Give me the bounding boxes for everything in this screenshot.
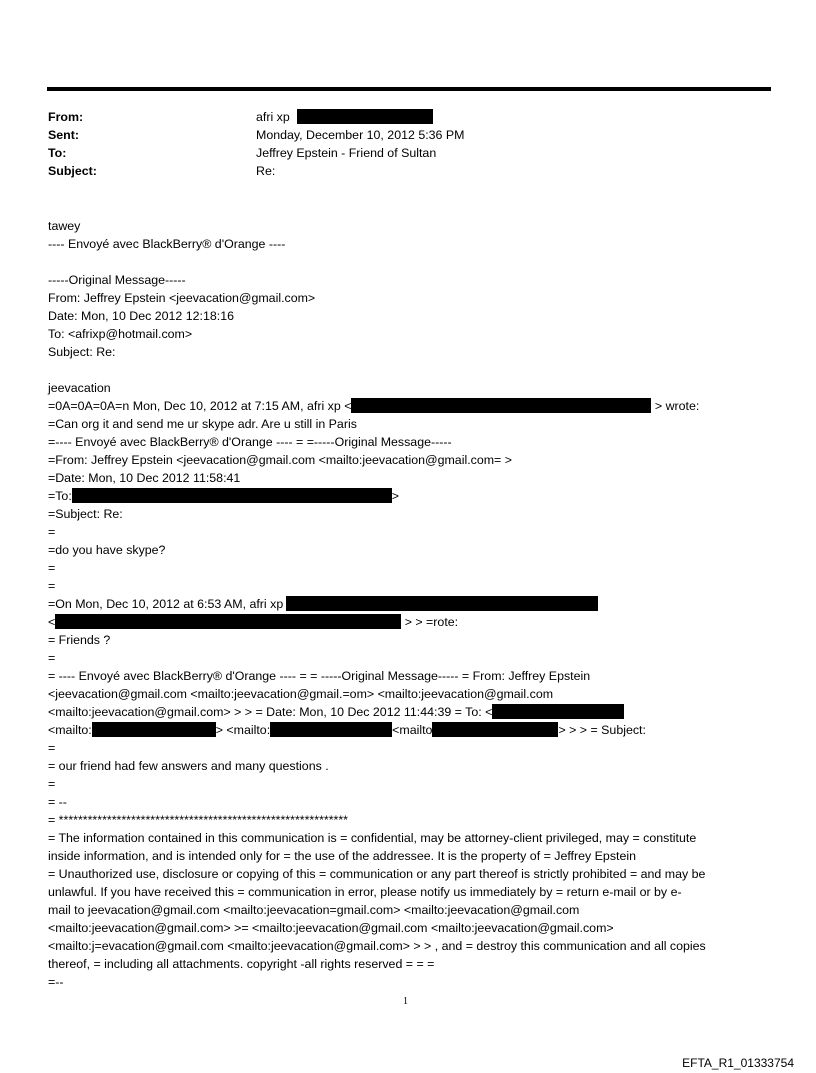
body-line: Date: Mon, 10 Dec 2012 12:18:16 [48, 309, 234, 323]
body-line: =Date: Mon, 10 Dec 2012 11:58:41 [48, 471, 241, 485]
body-line: = [48, 741, 56, 755]
body-text: > > =rote: [404, 615, 459, 629]
redaction-box [351, 398, 651, 413]
redaction-box [492, 704, 624, 719]
body-line: thereof, = including all attachments. copyright -all rights reserved = = = [48, 957, 435, 971]
body-line: tawey [48, 219, 81, 233]
body-line: = ************************************************************ [48, 813, 348, 827]
to-value: Jeffrey Epstein - Friend of Sultan [256, 146, 437, 160]
page-number: 1 [403, 996, 408, 1007]
sent-label: Sent: [48, 128, 79, 142]
body-line: From: Jeffrey Epstein <jeevacation@gmail.com> [48, 291, 316, 305]
body-text: <mailto: [48, 723, 92, 737]
body-line: <mailto:jeevacation@gmail.com> >= <mailto:jeevacation@gmail.com <mailto:jeevacation@gmail.com> [48, 921, 614, 935]
body-text: < [48, 615, 56, 629]
body-line [48, 397, 778, 415]
body-line: =do you have skype? [48, 543, 166, 557]
body-line: = Unauthorized use, disclosure or copying of this = communication or any part thereof is strictly prohibited = and may be [48, 867, 706, 881]
body-line: = [48, 525, 56, 539]
redaction-box [92, 722, 216, 737]
from-name: afri xp [256, 110, 290, 124]
body-line: =Subject: Re: [48, 507, 123, 521]
body-line: = [48, 651, 56, 665]
body-line: =Can org it and send me ur skype adr. Are u still in Paris [48, 417, 357, 431]
blank-line [48, 361, 778, 379]
body-line [48, 721, 778, 739]
subject-label: Subject: [48, 164, 97, 178]
redaction-box [286, 596, 598, 611]
from-value [256, 108, 433, 126]
body-line: Subject: Re: [48, 345, 116, 359]
header-rule [47, 87, 771, 91]
email-body [48, 217, 778, 991]
body-text: =To: [48, 489, 72, 503]
redaction-box [297, 109, 433, 124]
redaction-box [72, 488, 392, 503]
body-line: unlawful. If you have received this = communication in error, please notify us immediately by = return e-mail or by e- [48, 885, 682, 899]
body-line [48, 487, 778, 505]
body-line: = The information contained in this communication is = confidential, may be attorney-client privileged, may = constitute [48, 831, 697, 845]
sent-value: Monday, December 10, 2012 5:36 PM [256, 128, 465, 142]
redaction-box [270, 722, 392, 737]
body-line: -----Original Message----- [48, 273, 186, 287]
blank-line [48, 253, 778, 271]
body-line: inside information, and is intended only for = the use of the addressee. It is the property of = Jeffrey Epstein [48, 849, 636, 863]
redaction-box [55, 614, 401, 629]
body-text: > > > = Subject: [558, 723, 646, 737]
body-line: jeevacation [48, 381, 111, 395]
body-line: <mailto:j=evacation@gmail.com <mailto:jeevacation@gmail.com> > > , and = destroy this communication and all copies [48, 939, 706, 953]
body-line [48, 703, 778, 721]
body-line [48, 595, 778, 613]
body-text: =On Mon, Dec 10, 2012 at 6:53 AM, afri xp [48, 597, 284, 611]
body-line: =From: Jeffrey Epstein <jeevacation@gmail.com <mailto:jeevacation@gmail.com= > [48, 453, 512, 467]
body-text: > <mailto: [215, 723, 271, 737]
bates-number: EFTA_R1_01333754 [682, 1056, 794, 1070]
body-text: =0A=0A=0A=n Mon, Dec 10, 2012 at 7:15 AM, afri xp < [48, 399, 352, 413]
body-line: ---- Envoyé avec BlackBerry® d'Orange ---- [48, 237, 286, 251]
redaction-box [432, 722, 558, 737]
body-line [48, 613, 778, 631]
subject-value: Re: [256, 164, 276, 178]
body-line: To: <afrixp@hotmail.com> [48, 327, 193, 341]
body-line: = [48, 561, 56, 575]
body-line: = [48, 777, 56, 791]
body-line: mail to jeevacation@gmail.com <mailto:jeevacation=gmail.com> <mailto:jeevacation@gmail.com [48, 903, 580, 917]
body-text: > wrote: [654, 399, 700, 413]
body-line: =---- Envoyé avec BlackBerry® d'Orange ---- = =-----Original Message----- [48, 435, 452, 449]
body-text: <mailto [392, 723, 433, 737]
body-line: <jeevacation@gmail.com <mailto:jeevacation@gmail.=om> <mailto:jeevacation@gmail.com [48, 687, 554, 701]
to-label: To: [48, 146, 67, 160]
body-line: = [48, 579, 56, 593]
body-line: = -- [48, 795, 67, 809]
from-label: From: [48, 110, 84, 124]
body-line: =-- [48, 975, 64, 989]
body-line: = Friends ? [48, 633, 111, 647]
body-line: = ---- Envoyé avec BlackBerry® d'Orange ---- = = -----Original Message----- = From: Jeffrey Epstein [48, 669, 591, 683]
body-line: = our friend had few answers and many questions . [48, 759, 329, 773]
body-text: > [391, 489, 400, 503]
body-text: <mailto:jeevacation@gmail.com> > > = Date: Mon, 10 Dec 2012 11:44:39 = To: < [48, 705, 493, 719]
